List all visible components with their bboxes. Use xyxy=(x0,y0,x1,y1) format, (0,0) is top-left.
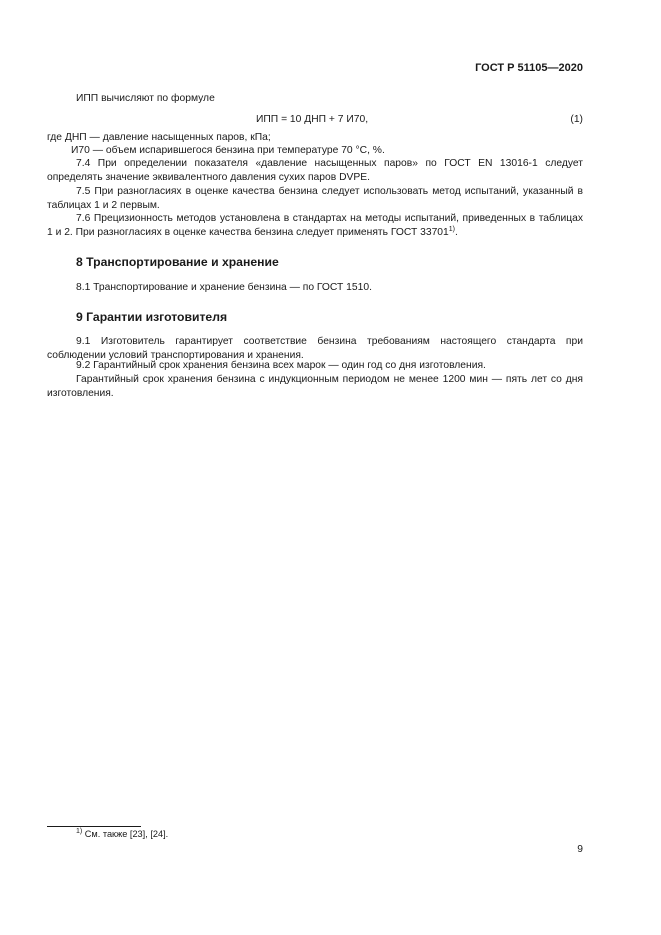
footnote-marker: 1) xyxy=(76,828,83,835)
paragraph-7-5: 7.5 При разногласиях в оценке качества бензина следует использовать метод испытаний, указанный в таблицах 1 и 2 первым. xyxy=(47,186,583,211)
footnote xyxy=(76,829,168,839)
document-header-standard-id: ГОСТ Р 51105—2020 xyxy=(475,62,583,74)
paragraph-7-6-end: . xyxy=(454,226,458,238)
definition-i70: И70 — объем испарившегося бензина при температуре 70 °С, %. xyxy=(71,145,385,156)
formula-lead-text: ИПП вычисляют по формуле xyxy=(76,93,215,104)
footnote-reference: 1) xyxy=(448,225,455,233)
formula-expression: ИПП = 10 ДНП + 7 И70, xyxy=(256,114,369,125)
section-8-heading: 8 Транспортирование и хранение xyxy=(76,255,279,269)
paragraph-9-2: 9.2 Гарантийный срок хранения бензина всех марок — один год со дня изготовления. xyxy=(76,360,486,371)
paragraph-7-4: 7.4 При определении показателя «давление насыщенных паров» по ГОСТ EN 13016-1 следует определять значение эквивалентного давления сухих паров DVPE. xyxy=(47,158,583,183)
footnote-divider xyxy=(47,826,141,827)
paragraph-7-6 xyxy=(47,212,583,239)
footnote-text: См. также [23], [24]. xyxy=(82,829,169,839)
paragraph-9-3: Гарантийный срок хранения бензина с индукционным периодом не менее 1200 мин — пять лет со дня изготовления. xyxy=(47,374,583,399)
section-9-heading: 9 Гарантии изготовителя xyxy=(76,310,228,324)
paragraph-9-1: 9.1 Изготовитель гарантирует соответствие бензина требованиям настоящего стандарта при соблюдении условий транспортирования и хранения. xyxy=(47,336,583,361)
page-number: 9 xyxy=(577,844,583,855)
formula-number: (1) xyxy=(570,114,583,125)
definition-dnp: где ДНП — давление насыщенных паров, кПа; xyxy=(47,132,271,143)
paragraph-8-1: 8.1 Транспортирование и хранение бензина — по ГОСТ 1510. xyxy=(76,282,372,293)
paragraph-7-6-text: 7.6 Прецизионность методов установлена в стандартах на методы испытаний, приведенных в таблицах 1 и 2. При разногласиях в оценке качества бензина следует применять ГОСТ 33701 xyxy=(47,213,583,238)
